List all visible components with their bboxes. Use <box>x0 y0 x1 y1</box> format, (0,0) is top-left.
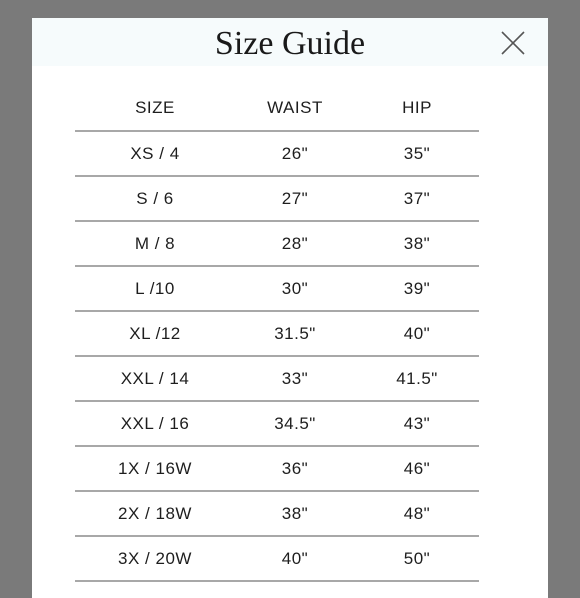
waist-cell: 40" <box>235 536 355 581</box>
waist-cell: 26" <box>235 131 355 176</box>
hip-cell: 35" <box>355 131 479 176</box>
hip-cell: 39" <box>355 266 479 311</box>
modal-header <box>32 18 548 66</box>
table-header-row <box>75 86 479 131</box>
waist-cell: 36" <box>235 446 355 491</box>
waist-cell: 33" <box>235 356 355 401</box>
close-button[interactable] <box>498 28 528 58</box>
size-cell: XS / 4 <box>75 131 235 176</box>
hip-cell: 41.5" <box>355 356 479 401</box>
table-row <box>75 536 479 581</box>
waist-cell: 30" <box>235 266 355 311</box>
table-row <box>75 266 479 311</box>
size-cell: M / 8 <box>75 221 235 266</box>
close-icon <box>498 28 528 58</box>
waist-cell: 38" <box>235 491 355 536</box>
hip-cell: 40" <box>355 311 479 356</box>
column-header-size: SIZE <box>75 86 235 131</box>
table-row <box>75 221 479 266</box>
size-cell: S / 6 <box>75 176 235 221</box>
size-cell: 2X / 18W <box>75 491 235 536</box>
size-cell: 1X / 16W <box>75 446 235 491</box>
hip-cell: 43" <box>355 401 479 446</box>
size-cell: XXL / 16 <box>75 401 235 446</box>
table-row <box>75 356 479 401</box>
hip-cell: 48" <box>355 491 479 536</box>
column-header-hip: HIP <box>355 86 479 131</box>
size-cell: L /10 <box>75 266 235 311</box>
size-cell: XXL / 14 <box>75 356 235 401</box>
size-table <box>75 86 479 582</box>
modal-title: Size Guide <box>214 25 366 62</box>
table-row <box>75 311 479 356</box>
table-row <box>75 131 479 176</box>
hip-cell: 37" <box>355 176 479 221</box>
table-row <box>75 446 479 491</box>
hip-cell: 38" <box>355 221 479 266</box>
waist-cell: 34.5" <box>235 401 355 446</box>
table-row <box>75 176 479 221</box>
hip-cell: 50" <box>355 536 479 581</box>
size-guide-modal <box>32 18 548 598</box>
size-cell: XL /12 <box>75 311 235 356</box>
waist-cell: 27" <box>235 176 355 221</box>
size-cell: 3X / 20W <box>75 536 235 581</box>
table-row <box>75 491 479 536</box>
hip-cell: 46" <box>355 446 479 491</box>
waist-cell: 31.5" <box>235 311 355 356</box>
column-header-waist: WAIST <box>235 86 355 131</box>
waist-cell: 28" <box>235 221 355 266</box>
table-row <box>75 401 479 446</box>
